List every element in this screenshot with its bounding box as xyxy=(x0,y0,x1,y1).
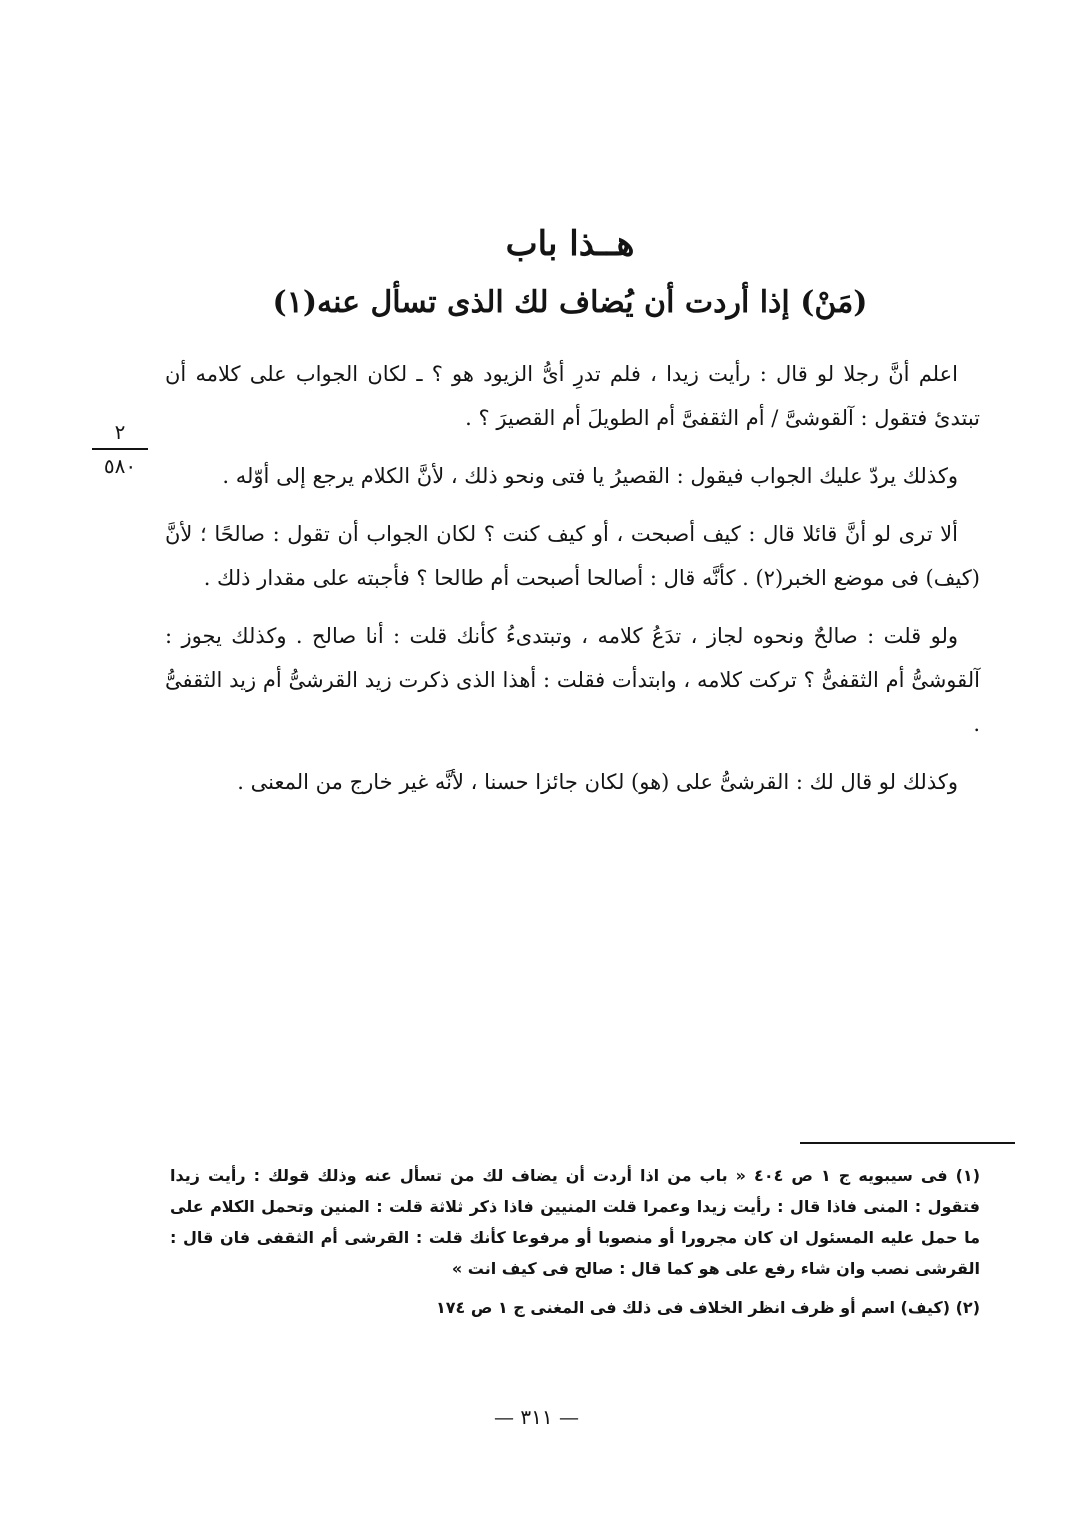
paragraph: وكذلك يردّ عليك الجواب فيقول : القصيرُ يا فتى ونحو ذلك ، لأنَّ الكلام يرجع إلى أوّله . xyxy=(222,464,958,488)
margin-page-number: ٥٨٠ xyxy=(103,454,137,478)
footnotes xyxy=(170,1160,980,1331)
margin-reference xyxy=(92,418,148,480)
chapter-heading: هــذا باب xyxy=(505,224,635,264)
paragraph: وكذلك لو قال لك : القرشىُّ على (هو) لكان جائزا حسنا ، لأنَّه غير خارج من المعنى . xyxy=(237,770,958,794)
margin-volume-number: ٢ xyxy=(92,418,148,450)
footnote: (٢) (كيف) اسم أو ظرف انظر الخلاف فى ذلك فى المغنى ج ١ ص ١٧٤ xyxy=(435,1298,980,1317)
footnote: (١) فى سيبويه ج ١ ص ٤٠٤ « باب من اذا أردت أن يضاف لك من تسأل عنه وذلك قولك : رأيت زيدا فتقول : المنى فاذا قال : رأيت زيدا وعمرا قلت المنيين فاذا ذكر ثلاثة قلت : المنين وتحمل الكلام على ما حمل عليه المسئول ان كان مجرورا أو منصوبا أو مرفوعا كأنك قلت : القرشى أم الثقفى فان قال : القرشى نصب وان شاء رفع على هو كما قال : صالح فى كيف انت » xyxy=(170,1166,980,1278)
paragraph: ولو قلت : صالحٌ ونحوه لجاز ، تدَعُ كلامه ، وتبتدىءُ كأنك قلت : أنا صالح . وكذلك يجوز : آلقوشىُّ أم الثقفىُّ ؟ تركت كلامه ، وابتدأت فقلت : أهذا الذى ذكرت زيد القرشىُّ أم زيد الثقفىُّ . xyxy=(165,624,981,736)
main-text xyxy=(165,352,980,818)
paragraph: ألا ترى لو أنَّ قائلا قال : كيف أصبحت ، أو كيف كنت ؟ لكان الجواب أن تقول : صالحًا ؛ لأنَّ (كيف) فى موضع الخبر(٢) . كأنَّه قال : أصالحا أصبحت أم طالحا ؟ فأجبته على مقدار ذلك . xyxy=(165,522,980,590)
page-number: — ٣١١ — xyxy=(494,1405,579,1429)
paragraph: اعلم أنَّ رجلا لو قال : رأيت زيدا ، فلم تدرِ أىُّ الزيود هو ؟ ـ لكان الجواب على كلامه أن تبتدئ فتقول : آلقوشىَّ / أم الثقفىَّ أم الطويلَ أم القصيرَ ؟ . xyxy=(165,362,980,430)
chapter-subtitle: (مَنْ) إذا أردت أن يُضاف لك الذى تسأل عنه(١) xyxy=(272,285,868,320)
footnote-divider xyxy=(800,1142,1015,1144)
